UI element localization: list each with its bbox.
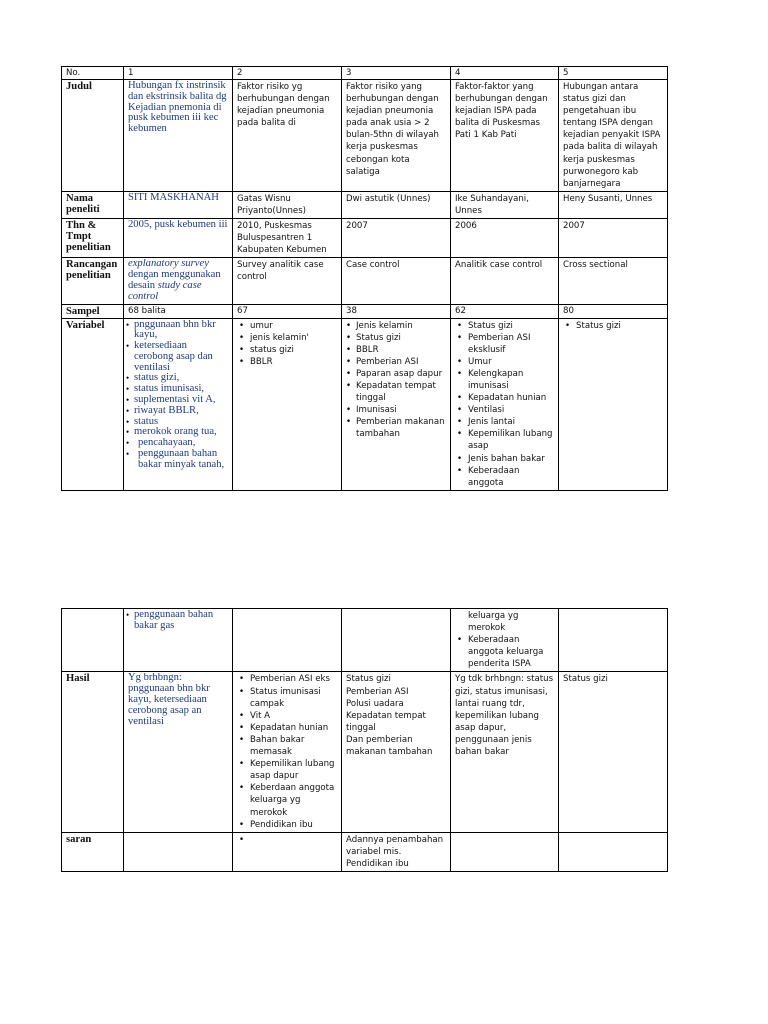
hasil-cell-2: [233, 672, 342, 832]
judul-cell-1: Hubungan fx instrinsik dan ekstrinsik balita dg Kejadian pnemonia di pusk kebumen iii kec kebumen: [124, 80, 233, 192]
table-row-hasil: [62, 672, 668, 832]
hasil-line: Status gizi: [346, 674, 391, 685]
list-item: • umur: [237, 320, 337, 332]
saran-cell-1: [124, 832, 233, 871]
list-item: • status: [128, 417, 228, 428]
label-line: Rancangan: [66, 259, 118, 271]
sampel-cell-3: 38: [342, 304, 451, 318]
judul-cell-3: Faktor risiko yang berhubungan dengan kejadian pneumonia pada anak usia > 2 bulan-5thn di wilayah kerja puskesmas cebongan kota salatiga: [342, 80, 451, 192]
list-item: • Keberadaan anggota keluarga penderita ISPA: [455, 634, 554, 670]
saran-cell-4: [451, 832, 559, 871]
list-item: • penggunaan bahan bakar gas: [128, 610, 228, 632]
row-label-variabel: Variabel: [62, 318, 124, 490]
list-item: • Status imunisasi campak: [237, 686, 337, 710]
list-item: • Paparan asap dapur: [346, 368, 446, 380]
thn-cell-1: 2005, pusk kebumen iii: [124, 219, 233, 258]
table-row-header: [62, 67, 668, 80]
nama-cell-3: Dwi astutik (Unnes): [342, 191, 451, 218]
list-item: • pnggunaan bhn bkr kayu,: [128, 320, 228, 342]
variabel-cont-cell-4: [451, 609, 559, 672]
label-line: penelitian: [66, 242, 111, 254]
variabel-cont-cell-5: [559, 609, 668, 672]
list-item: • jenis kelamin': [237, 332, 337, 344]
hasil-line: Kepadatan tempat tinggal: [346, 710, 426, 733]
list-item: • Keberdaan anggota keluarga yg merokok: [237, 782, 337, 818]
judul-cell-5: Hubungan antara status gizi dan pengetahuan ibu tentang ISPA dengan kejadian penyakit ISPA pada balita di wilayah kerja puskesmas purwonegoro kab banjarnegara: [559, 80, 668, 192]
row-label-rancangan: [62, 258, 124, 304]
label-line: Nama: [66, 192, 94, 204]
variabel-cont-cell-3: [342, 609, 451, 672]
list-item: • pencahayaan,: [128, 438, 228, 449]
table-row-nama-peneliti: [62, 191, 668, 218]
row-label-saran: saran: [62, 832, 124, 871]
list-item: • Status gizi: [563, 320, 663, 332]
research-comparison-table: [61, 66, 668, 491]
list-item: • Kepemilikan lubang asap: [455, 428, 554, 452]
sampel-cell-5: 80: [559, 304, 668, 318]
variabel-cont-cell-2: [233, 609, 342, 672]
list-item: • suplementasi vit A,: [128, 395, 228, 406]
list-item: • Jenis bahan bakar: [455, 453, 554, 465]
hasil-cell-4: Yg tdk brhbngn: status gizi, status imunisasi, lantai ruang tdr, kepemilikan lubang asap dapur, penggunaan jenis bahan bakar: [451, 672, 559, 832]
row-label-nama-peneliti: [62, 191, 124, 218]
nama-cell-2: Gatas Wisnu Priyanto(Unnes): [233, 191, 342, 218]
list-item: • Pemberian ASI: [346, 356, 446, 368]
design-term: explanatory survey: [128, 258, 209, 270]
cell-col-2: 2: [233, 67, 342, 80]
rancangan-cell-2: Survey analitik case control: [233, 258, 342, 304]
rancangan-cell-1: [124, 258, 233, 304]
list-item: • Vit A: [237, 710, 337, 722]
variabel-cell-5: [559, 318, 668, 490]
hasil-cell-3: [342, 672, 451, 832]
row-label-thn-tmpt: [62, 219, 124, 258]
label-line: Tmpt: [66, 231, 92, 243]
list-item: • Keberadaan anggota: [455, 465, 554, 489]
table-row-rancangan: [62, 258, 668, 304]
hasil-line: Pemberian ASI: [346, 686, 409, 697]
variabel-cell-1: [124, 318, 233, 490]
list-item: • Jenis kelamin: [346, 320, 446, 332]
variabel-cell-4: [451, 318, 559, 490]
hasil-line: Polusi uadara: [346, 698, 404, 709]
list-item: • Kepadatan tempat tinggal: [346, 380, 446, 404]
sampel-cell-1: 68 balita: [124, 304, 233, 318]
judul-cell-4: Faktor-faktor yang berhubungan dengan kejadian ISPA pada balita di Puskesmas Pati 1 Kab Pati: [451, 80, 559, 192]
nama-cell-5: Heny Susanti, Unnes: [559, 191, 668, 218]
rancangan-cell-5: Cross sectional: [559, 258, 668, 304]
list-item: • status imunisasi,: [128, 384, 228, 395]
design-term: study case control: [128, 279, 202, 302]
cell-no-label: No.: [62, 67, 124, 80]
list-item: • Kepadatan hunian: [455, 392, 554, 404]
list-item: • Bahan bakar memasak: [237, 734, 337, 758]
hasil-cell-5: Status gizi: [559, 672, 668, 832]
list-item: • ketersediaan cerobong asap dan ventilasi: [128, 341, 228, 373]
thn-cell-2: 2010, Puskesmas Buluspesantren 1 Kabupaten Kebumen: [233, 219, 342, 258]
list-item: • status gizi: [237, 344, 337, 356]
row-label-hasil: Hasil: [62, 672, 124, 832]
rancangan-cell-4: Analitik case control: [451, 258, 559, 304]
design-text: dengan menggunakan desain: [128, 269, 221, 291]
list-item: • Pendidikan ibu: [237, 819, 337, 831]
saran-cell-3: Adannya penambahan variabel mis. Pendidikan ibu: [342, 832, 451, 871]
variabel-cell-3: [342, 318, 451, 490]
thn-cell-3: 2007: [342, 219, 451, 258]
list-item: • Pemberian ASI eksklusif: [455, 332, 554, 356]
hasil-cell-1: Yg brhbngn: pnggunaan bhn bkr kayu, ketersediaan cerobong asap an ventilasi: [124, 672, 233, 832]
list-item: • merokok orang tua,: [128, 427, 228, 438]
list-item: • Ventilasi: [455, 404, 554, 416]
judul-cell-2: Faktor risiko yg berhubungan dengan kejadian pneumonia pada balita di: [233, 80, 342, 192]
nama-cell-1: SITI MASKHANAH: [124, 191, 233, 218]
label-line: peneliti: [66, 203, 100, 215]
row-label-judul: Judul: [62, 80, 124, 192]
label-line: Thn &: [66, 220, 97, 232]
thn-cell-5: 2007: [559, 219, 668, 258]
list-item: • Status gizi: [455, 320, 554, 332]
hasil-line: Dan pemberian makanan tambahan: [346, 734, 433, 758]
list-item: • BBLR: [346, 344, 446, 356]
row-label-sampel: Sampel: [62, 304, 124, 318]
list-item: • Pemberian ASI eks: [237, 673, 337, 685]
label-line: penelitian: [66, 270, 111, 282]
table-row-variabel: [62, 318, 668, 490]
table-row-judul: [62, 80, 668, 192]
list-item: • BBLR: [237, 356, 337, 368]
sampel-cell-4: 62: [451, 304, 559, 318]
saran-cell-2: [233, 832, 342, 871]
cell-col-4: 4: [451, 67, 559, 80]
list-item: • riwayat BBLR,: [128, 406, 228, 417]
cell-col-1: 1: [124, 67, 233, 80]
sampel-cell-2: 67: [233, 304, 342, 318]
research-comparison-table-continued: [61, 608, 668, 872]
table-row-saran: [62, 832, 668, 871]
list-item: • status gizi,: [128, 373, 228, 384]
cell-col-3: 3: [342, 67, 451, 80]
cell-col-5: 5: [559, 67, 668, 80]
nama-cell-4: Ike Suhandayani, Unnes: [451, 191, 559, 218]
list-item: • Pemberian makanan tambahan: [346, 416, 446, 440]
list-item: • Kepadatan hunian: [237, 722, 337, 734]
list-item: • penggunaan bahan bakar minyak tanah,: [128, 449, 228, 471]
variabel-cell-2: [233, 318, 342, 490]
table-row-variabel-cont: [62, 609, 668, 672]
list-item-cont: keluarga yg merokok: [468, 611, 519, 634]
list-item: • Jenis lantai: [455, 416, 554, 428]
list-item: • Status gizi: [346, 332, 446, 344]
list-item: • Kepemilikan lubang asap dapur: [237, 758, 337, 782]
saran-cell-5: [559, 832, 668, 871]
thn-cell-4: 2006: [451, 219, 559, 258]
table-row-thn-tmpt: [62, 219, 668, 258]
variabel-cont-label: [62, 609, 124, 672]
rancangan-cell-3: Case control: [342, 258, 451, 304]
list-item: • Imunisasi: [346, 404, 446, 416]
table-row-sampel: [62, 304, 668, 318]
variabel-cont-cell-1: [124, 609, 233, 672]
list-item: • Kelengkapan imunisasi: [455, 368, 554, 392]
list-item: • Umur: [455, 356, 554, 368]
